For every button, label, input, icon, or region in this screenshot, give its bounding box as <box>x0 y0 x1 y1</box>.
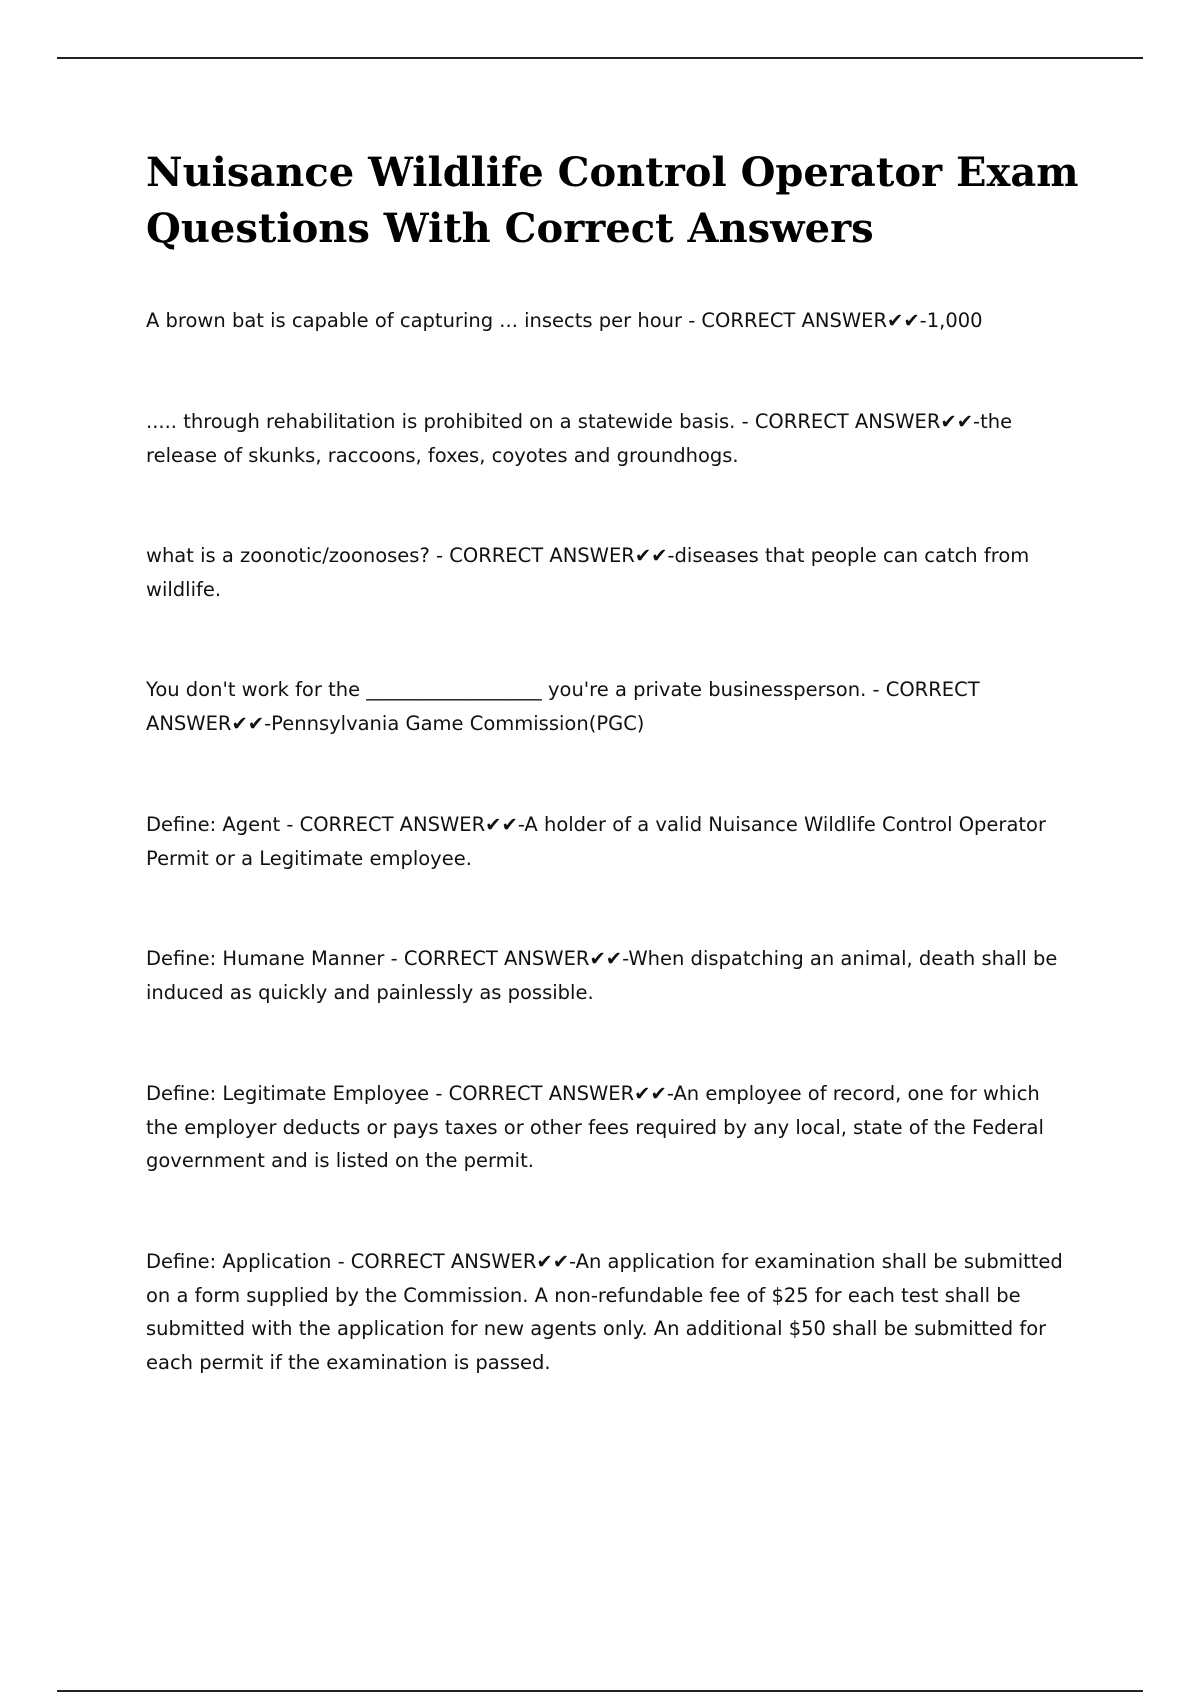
qa-item: what is a zoonotic/zoonoses? - CORRECT ANSWER✔✔-diseases that people can catch from wildlife. <box>146 544 1030 601</box>
qa-item: Define: Humane Manner - CORRECT ANSWER✔✔-When dispatching an animal, death shall be induced as quickly and painlessly as possible. <box>146 947 1058 1004</box>
qa-item: Define: Application - CORRECT ANSWER✔✔-An application for examination shall be submitted on a form supplied by the Commission. A non-refundable fee of $25 for each test shall be submitted with the application for new agents only. An additional $50 shall be submitted for each permit if the examination is passed. <box>146 1250 1063 1374</box>
bottom-divider <box>57 1690 1143 1692</box>
qa-item: You don't work for the __________________ you're a private businessperson. - CORRECT ANSWER✔✔-Pennsylvania Game Commission(PGC) <box>146 678 980 735</box>
document-title: Nuisance Wildlife Control Operator Exam Questions With Correct Answers <box>146 149 1079 252</box>
qa-item: A brown bat is capable of capturing ... insects per hour - CORRECT ANSWER✔✔-1,000 <box>146 309 983 332</box>
qa-item: ..... through rehabilitation is prohibited on a statewide basis. - CORRECT ANSWER✔✔-the release of skunks, raccoons, foxes, coyotes and groundhogs. <box>146 410 1013 467</box>
top-divider <box>57 57 1143 59</box>
qa-item: Define: Legitimate Employee - CORRECT ANSWER✔✔-An employee of record, one for which the employer deducts or pays taxes or other fees required by any local, state of the Federal government and is listed on the permit. <box>146 1082 1044 1172</box>
qa-item: Define: Agent - CORRECT ANSWER✔✔-A holder of a valid Nuisance Wildlife Control Operator Permit or a Legitimate employee. <box>146 813 1046 870</box>
